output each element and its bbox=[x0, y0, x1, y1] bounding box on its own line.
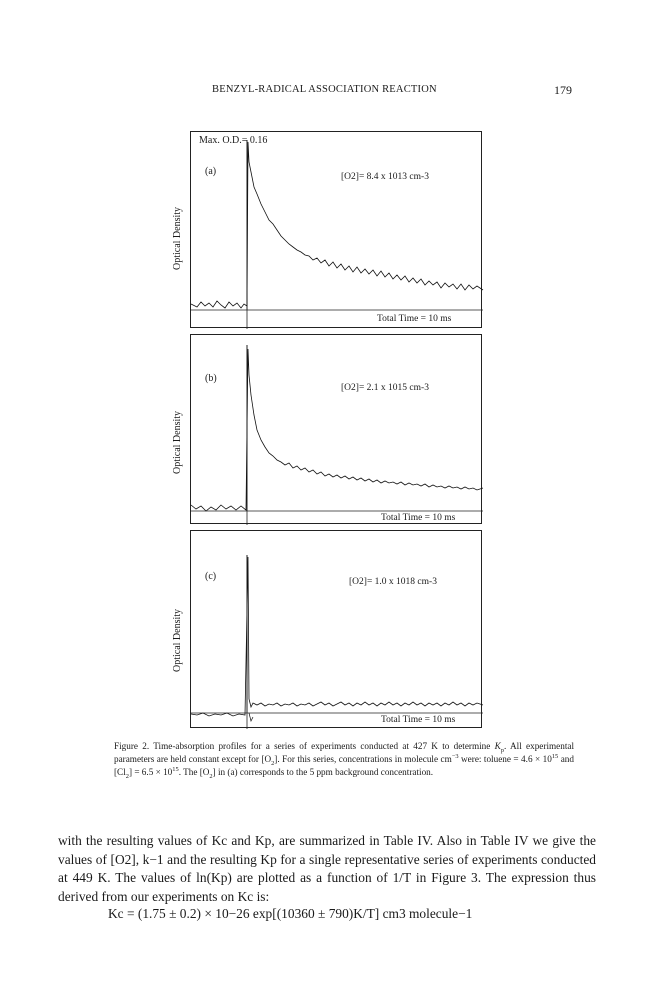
trace-plot-c bbox=[191, 531, 483, 729]
panel-label-b: (b) bbox=[205, 373, 217, 384]
concentration-label-a: [O2]= 8.4 x 1013 cm-3 bbox=[341, 172, 429, 182]
figure-panel-a bbox=[190, 131, 482, 328]
caption-exp-15a: 15 bbox=[551, 753, 559, 761]
caption-text-2: . All experimental parameters are held constant except for [O bbox=[114, 741, 574, 765]
caption-kp: K bbox=[494, 741, 501, 751]
decay-trace-c bbox=[191, 557, 483, 716]
caption-exp-15b: 15 bbox=[172, 766, 179, 774]
figure-panel-b bbox=[190, 334, 482, 524]
caption-exp-m3: −3 bbox=[451, 753, 459, 761]
caption-text-5: and [Cl bbox=[114, 754, 574, 778]
decay-trace-a bbox=[191, 142, 483, 308]
total-time-label-c: Total Time = 10 ms bbox=[381, 715, 456, 725]
page-number: 179 bbox=[554, 83, 572, 97]
caption-text-3: ]. For this series, concentrations in molecule cm bbox=[274, 754, 452, 765]
max-od-label: Max. O.D.= 0.16 bbox=[199, 135, 268, 146]
figure-panel-c bbox=[190, 530, 482, 728]
caption-lead: Figure 2. bbox=[114, 741, 150, 751]
caption-text-6: ] = 6.5 × 10 bbox=[128, 767, 173, 778]
trace-plot-a bbox=[191, 132, 483, 329]
caption-sub-2b: 2 bbox=[125, 773, 129, 781]
trace-plot-b bbox=[191, 335, 483, 525]
figure-caption bbox=[114, 740, 574, 780]
body-paragraph bbox=[58, 832, 596, 906]
concentration-label-c: [O2]= 1.0 x 1018 cm-3 bbox=[349, 577, 437, 587]
running-head bbox=[0, 84, 648, 100]
concentration-label-b: [O2]= 2.1 x 1015 cm-3 bbox=[341, 383, 429, 393]
caption-text-8: ] in (a) corresponds to the 5 ppm background concentration. bbox=[212, 767, 434, 778]
y-axis-label-c: Optical Density bbox=[172, 608, 183, 672]
decay-trace-b bbox=[191, 349, 483, 511]
caption-sub-2a: 2 bbox=[271, 760, 275, 768]
caption-text-4: were: toluene = 4.6 × 10 bbox=[458, 754, 552, 765]
caption-kp-sub: p bbox=[500, 746, 504, 754]
caption-sub-2c: 2 bbox=[209, 773, 213, 781]
equation: Kc = (1.75 ± 0.2) × 10−26 exp[(10360 ± 790)K/T] cm3 molecule−1 bbox=[108, 906, 473, 921]
panel-label-c: (c) bbox=[205, 571, 217, 582]
caption-text-1: Time-absorption profiles for a series of experiments conducted at 427 K to determine bbox=[153, 741, 495, 751]
y-axis-label-b: Optical Density bbox=[172, 410, 183, 474]
running-head-title: BENZYL-RADICAL ASSOCIATION REACTION bbox=[212, 84, 437, 95]
body-paragraph-text: with the resulting values of Kc and Kp, are summarized in Table IV. Also in Table IV we give the values of [O2], k−1 and the resulting Kp for a single representative series of experiments conducted at 449 K. The values of ln(Kp) are plotted as a function of 1/T in Figure 3. The expression thus derived from our experiments on Kc is: bbox=[58, 833, 596, 904]
total-time-label-b: Total Time = 10 ms bbox=[381, 513, 456, 523]
panel-label-a: (a) bbox=[205, 166, 217, 177]
total-time-label-a: Total Time = 10 ms bbox=[377, 314, 452, 324]
caption-text-7: . The [O bbox=[178, 767, 210, 778]
y-axis-label-a: Optical Density bbox=[172, 206, 183, 270]
